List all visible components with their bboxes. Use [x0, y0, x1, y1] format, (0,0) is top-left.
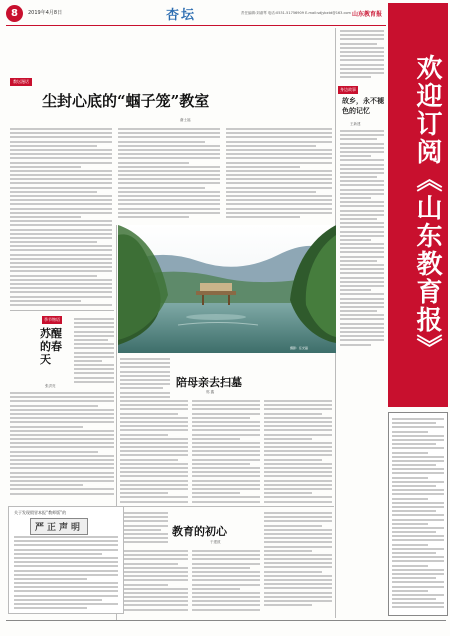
masthead-info-text — [392, 418, 444, 611]
notice-title: 严正声明 — [30, 518, 88, 535]
page-footer — [6, 620, 446, 630]
main-article-col-1-continued — [10, 262, 112, 308]
side-article-tag: 季节物语 — [44, 317, 60, 322]
right-article-headline: 故乡，永不褪色的记忆 — [342, 96, 384, 115]
side-article-author: 张洪亮 — [45, 384, 56, 388]
third-article-col-3 — [264, 512, 332, 608]
subscription-banner — [388, 3, 448, 407]
landscape-photo-image — [118, 225, 336, 353]
second-article-headline: 陪母亲去扫墓 — [176, 376, 242, 389]
side-article-body — [10, 392, 114, 497]
masthead-logo: 山东教育报 — [352, 11, 383, 18]
main-article-col-3 — [226, 128, 332, 220]
right-article-body — [340, 130, 384, 348]
second-article-author: 郭 鑫 — [206, 390, 215, 394]
third-article-author: 于建波 — [210, 540, 221, 544]
page-header — [6, 4, 386, 26]
notice-body — [14, 536, 118, 611]
third-article-col-1 — [120, 550, 188, 613]
second-article-col-2 — [192, 400, 260, 505]
side-article-headline: 苏醒的春天 — [40, 327, 62, 366]
banner-text: 欢迎订阅《山东教育报》 — [412, 53, 442, 362]
section-title: 杏坛 — [166, 8, 197, 23]
right-article-author: 王新建 — [350, 122, 361, 126]
main-article-tag: 教坛漫话 — [10, 78, 32, 86]
third-article-headline: 教育的初心 — [172, 525, 227, 538]
side-article-body-top — [74, 318, 114, 385]
third-article-lead — [120, 512, 168, 546]
right-column-top-text — [340, 30, 384, 80]
main-article-headline: 尘封心底的“蝈子笼”教室 — [42, 92, 210, 110]
top-region-text — [10, 30, 332, 34]
notice-subtitle: 关于发现假冒本报“教师版”的 — [14, 510, 67, 515]
editor-info: 责任编辑:刘淑琴 电话:0531-51756909 E-mail:sdjybxtd@163.com — [241, 11, 351, 15]
right-article-tag: 身边故事 — [340, 87, 356, 92]
third-article-col-2 — [192, 550, 260, 613]
issue-date: 2019年4月8日 — [28, 10, 63, 16]
third-article-divider — [120, 506, 334, 507]
main-article-col-2 — [118, 128, 220, 220]
main-article-author: 谢士福 — [180, 118, 191, 122]
second-article-col-1 — [120, 400, 188, 505]
landscape-photo — [118, 225, 336, 353]
side-article-divider — [10, 310, 114, 311]
second-article-col-3 — [264, 400, 332, 505]
photo-caption: 摄影：任光磊 — [290, 346, 309, 350]
page-number: 8 — [6, 5, 23, 22]
